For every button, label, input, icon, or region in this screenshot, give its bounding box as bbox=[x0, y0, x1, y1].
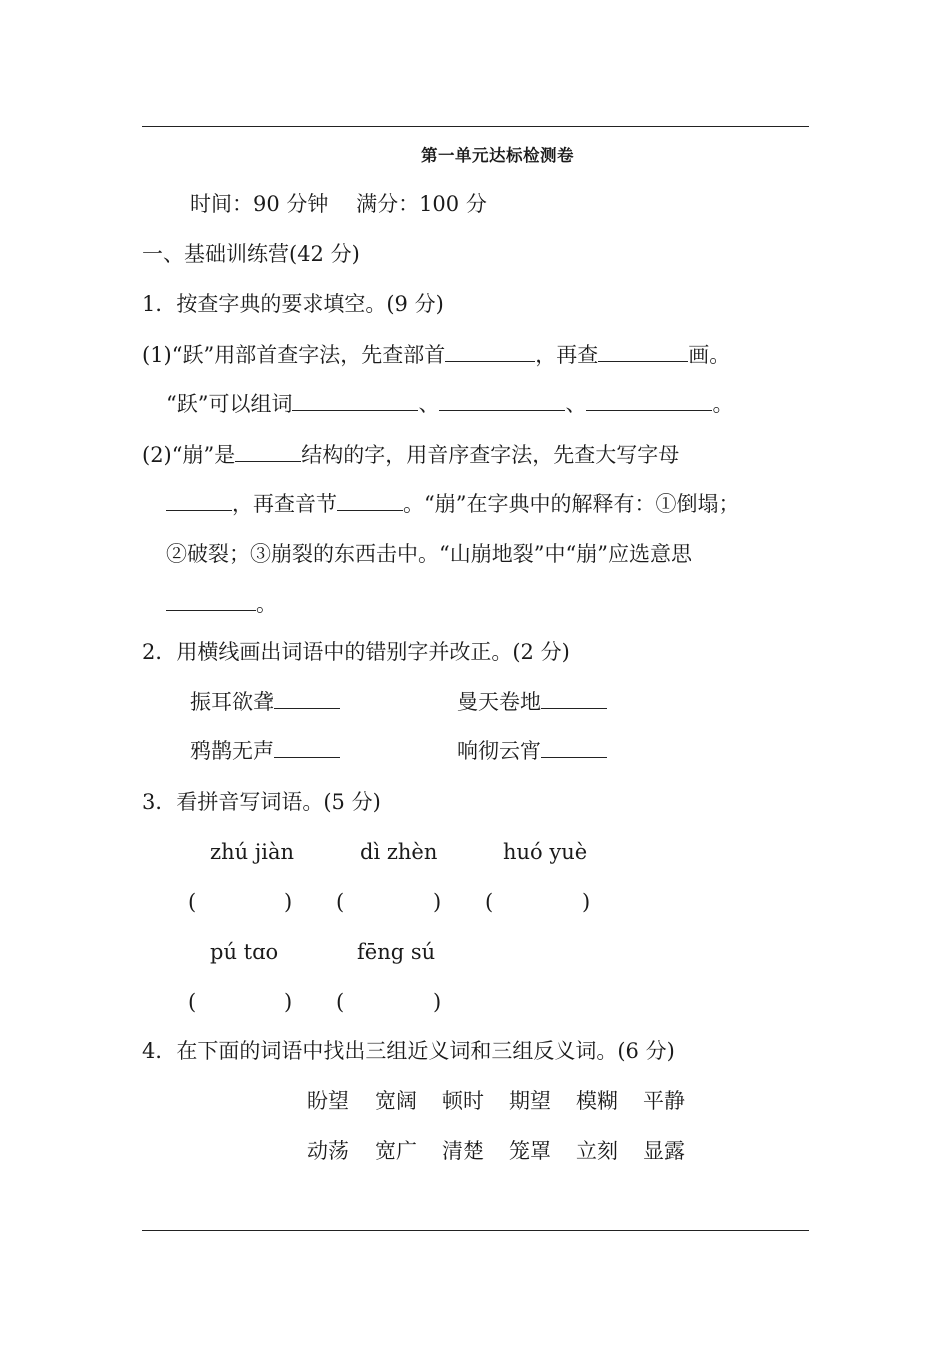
q2-stem: 2．用横线画出词语中的错别字并改正。(2 分) bbox=[142, 640, 570, 664]
bottom-rule bbox=[142, 1230, 809, 1231]
q1-part2-line2 bbox=[166, 490, 739, 518]
q1-p1-mid: ，再查 bbox=[535, 343, 599, 367]
answer-blank[interactable] bbox=[541, 688, 607, 709]
q2-item bbox=[190, 688, 340, 716]
answer-blank[interactable] bbox=[586, 390, 712, 411]
answer-blank[interactable] bbox=[274, 737, 340, 758]
answer-blank[interactable] bbox=[166, 490, 232, 511]
q1-stem: 1．按查字典的要求填空。(9 分) bbox=[142, 292, 444, 316]
q1-p2b-mid: ，再查音节 bbox=[232, 492, 337, 516]
answer-blank[interactable] bbox=[274, 688, 340, 709]
word-option: 盼望 bbox=[307, 1089, 349, 1113]
answer-blank[interactable] bbox=[235, 441, 301, 462]
q1-p1-end: 画。 bbox=[688, 343, 731, 367]
q1-p2b-end: 。“崩”在字典中的解释有：①倒塌； bbox=[403, 492, 740, 516]
q1-part2 bbox=[142, 441, 679, 469]
q1-p1b-prefix: “跃”可以组词 bbox=[166, 392, 293, 416]
top-rule bbox=[142, 126, 809, 127]
word-option: 顿时 bbox=[442, 1089, 484, 1113]
word-option: 平静 bbox=[643, 1089, 685, 1113]
q1-p2d-end: 。 bbox=[256, 592, 277, 616]
pinyin: huó yuè bbox=[503, 840, 588, 864]
section-heading: 一、基础训练营(42 分) bbox=[142, 242, 360, 266]
q2-word: 鸦鹊无声 bbox=[190, 739, 274, 763]
q1-part1 bbox=[142, 341, 730, 369]
answer-blank[interactable] bbox=[292, 390, 418, 411]
word-option: 宽广 bbox=[375, 1139, 417, 1163]
q1-part1-words bbox=[166, 390, 733, 418]
q2-word: 曼天卷地 bbox=[457, 690, 541, 714]
q1-p1b-sep: 、 bbox=[565, 392, 587, 416]
answer-box-close: ) bbox=[284, 890, 293, 914]
q1-p1-prefix: (1)“跃”用部首查字法，先查部首 bbox=[142, 343, 446, 367]
q2-item bbox=[457, 688, 607, 716]
q4-stem: 4．在下面的词语中找出三组近义词和三组反义词。(6 分) bbox=[142, 1039, 675, 1063]
word-option: 清楚 bbox=[442, 1139, 484, 1163]
q1-p2-prefix: (2)“崩”是 bbox=[142, 443, 236, 467]
answer-box-open: ( bbox=[336, 990, 345, 1014]
answer-box-close: ) bbox=[284, 990, 293, 1014]
word-option: 笼罩 bbox=[509, 1139, 551, 1163]
page-title: 第一单元达标检测卷 bbox=[421, 146, 574, 165]
q1-p2-mid: 结构的字，用音序查字法，先查大写字母 bbox=[301, 443, 680, 467]
exam-meta: 时间：90 分钟 满分：100 分 bbox=[190, 192, 487, 216]
word-option: 模糊 bbox=[576, 1089, 618, 1113]
q1-p1b-sep: 、 bbox=[418, 392, 440, 416]
word-option: 期望 bbox=[509, 1089, 551, 1113]
q2-word: 响彻云宵 bbox=[457, 739, 541, 763]
q2-item bbox=[190, 737, 340, 765]
answer-blank[interactable] bbox=[598, 341, 688, 362]
word-option: 显露 bbox=[643, 1139, 685, 1163]
word-option: 宽阔 bbox=[375, 1089, 417, 1113]
answer-box-open: ( bbox=[336, 890, 345, 914]
q1-p1b-end: 。 bbox=[712, 392, 734, 416]
answer-blank[interactable] bbox=[166, 590, 256, 611]
answer-blank[interactable] bbox=[445, 341, 535, 362]
pinyin: dì zhèn bbox=[360, 840, 438, 864]
answer-box-open: ( bbox=[188, 890, 197, 914]
answer-box-close: ) bbox=[433, 890, 442, 914]
q1-part2-line3: ②破裂；③崩裂的东西击中。“山崩地裂”中“崩”应选意思 bbox=[166, 542, 692, 566]
answer-blank[interactable] bbox=[541, 737, 607, 758]
pinyin: zhú jiàn bbox=[210, 840, 295, 864]
answer-box-close: ) bbox=[582, 890, 591, 914]
q3-stem: 3．看拼音写词语。(5 分) bbox=[142, 790, 381, 814]
word-option: 动荡 bbox=[307, 1139, 349, 1163]
word-option: 立刻 bbox=[576, 1139, 618, 1163]
answer-box-close: ) bbox=[433, 990, 442, 1014]
answer-box-open: ( bbox=[485, 890, 494, 914]
pinyin: fēng sú bbox=[357, 940, 436, 964]
q2-item bbox=[457, 737, 607, 765]
answer-blank[interactable] bbox=[337, 490, 403, 511]
q1-part2-line4 bbox=[166, 590, 277, 618]
answer-blank[interactable] bbox=[439, 390, 565, 411]
pinyin: pú tɑo bbox=[210, 940, 279, 964]
answer-box-open: ( bbox=[188, 990, 197, 1014]
q2-word: 振耳欲聋 bbox=[190, 690, 274, 714]
